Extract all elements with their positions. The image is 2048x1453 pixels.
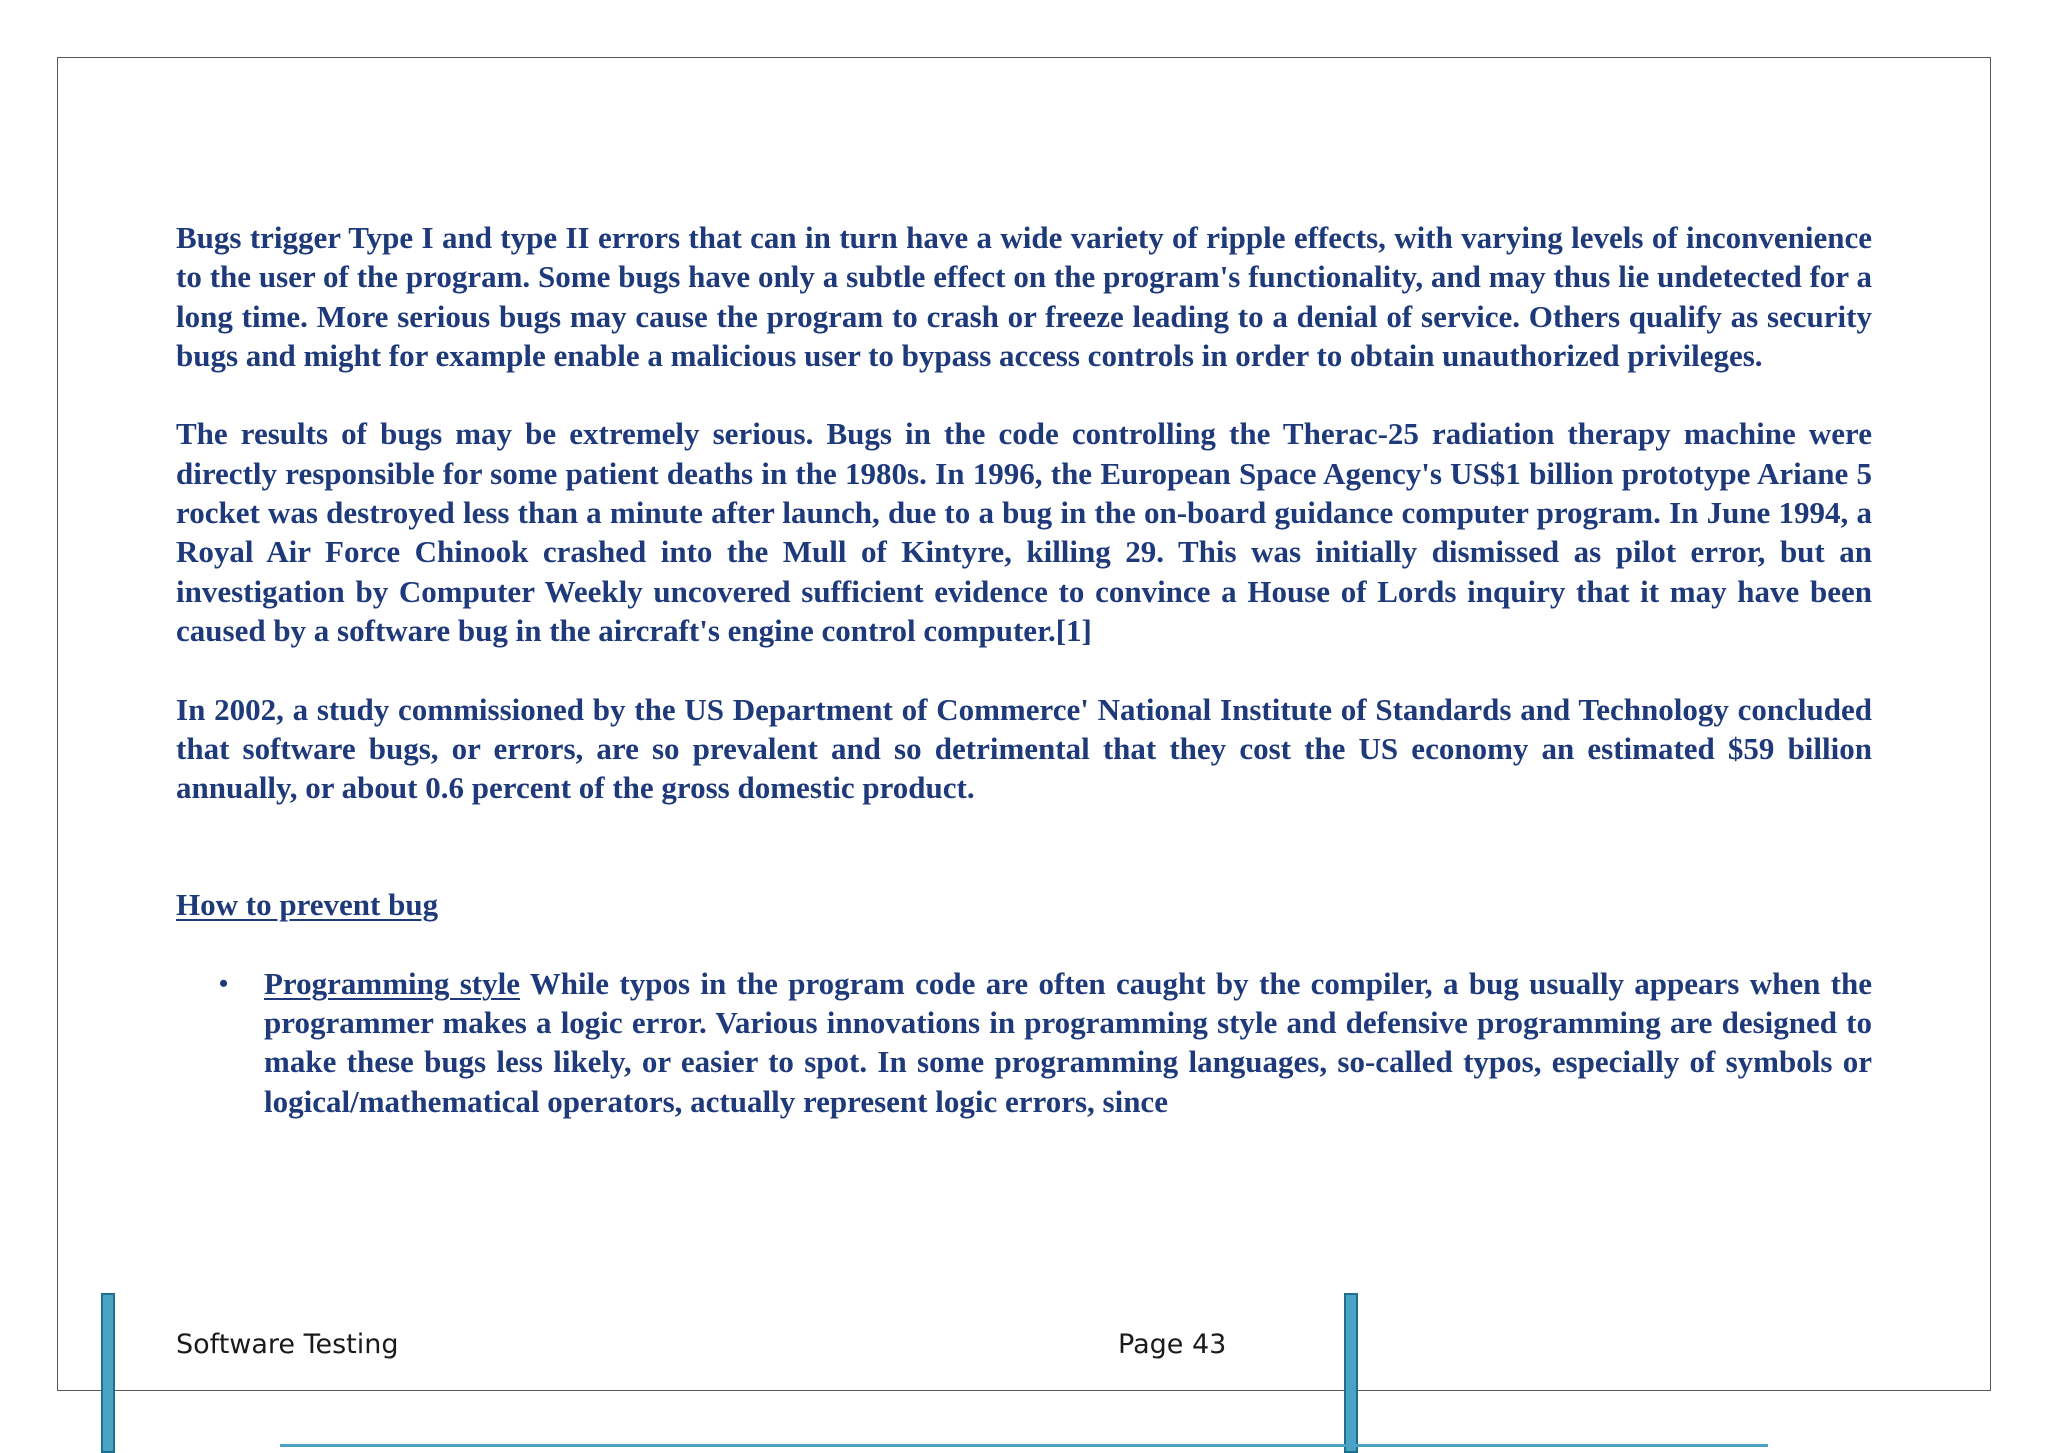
page-content [176, 218, 1872, 1121]
bullet-icon: • [219, 968, 229, 998]
footer-page-number: Page 43 [1118, 1329, 1227, 1360]
paragraph-bug-consequences: The results of bugs may be extremely serious. Bugs in the code controlling the Therac-25 radiation therapy machine were directly responsible for some patient deaths in the 1980s. In 1996, the European Space Agency's US$1 billion prototype Ariane 5 rocket was destroyed less than a minute after launch, due to a bug in the on-board guidance computer program. In June 1994, a Royal Air Force Chinook crashed into the Mull of Kintyre, killing 29. This was initially dismissed as pilot error, but an investigation by Computer Weekly uncovered sufficient evidence to convince a House of Lords inquiry that it may have been caused by a software bug in the aircraft's engine control computer.[1] [176, 416, 1872, 648]
bullet-term: Programming style [264, 965, 521, 1001]
bullet-text: While typos in the program code are often caught by the compiler, a bug usually appears when the programmer makes a logic error. Various innovations in programming style and defensive programming are designed to make these bugs less likely, or easier to spot. In some programming languages, so-called typos, especially of symbols or logical/mathematical operators, actually represent logic errors, since [264, 965, 1873, 1119]
footer-accent-bar-left [101, 1293, 115, 1453]
paragraph-economic-cost: In 2002, a study commissioned by the US Department of Commerce' National Institute of Standards and Technology concluded that software bugs, or errors, are so prevalent and so detrimental that they cost the US economy an estimated $59 billion annually, or about 0.6 percent of the gross domestic product. [176, 691, 1872, 806]
footer-accent-bar-right [1344, 1293, 1358, 1453]
paragraph-bug-effects: Bugs trigger Type I and type II errors that can in turn have a wide variety of ripple effects, with varying levels of inconvenience to the user of the program. Some bugs have only a subtle effect on the program's functionality, and may thus lie undetected for a long time. More serious bugs may cause the program to crash or freeze leading to a denial of service. Others qualify as security bugs and might for example enable a malicious user to bypass access controls in order to obtain unauthorized privileges. [176, 220, 1872, 373]
list-item [176, 964, 1872, 1121]
footer-document-title: Software Testing [176, 1329, 399, 1360]
prevention-list [176, 964, 1872, 1121]
section-heading: How to prevent bug [176, 887, 439, 923]
